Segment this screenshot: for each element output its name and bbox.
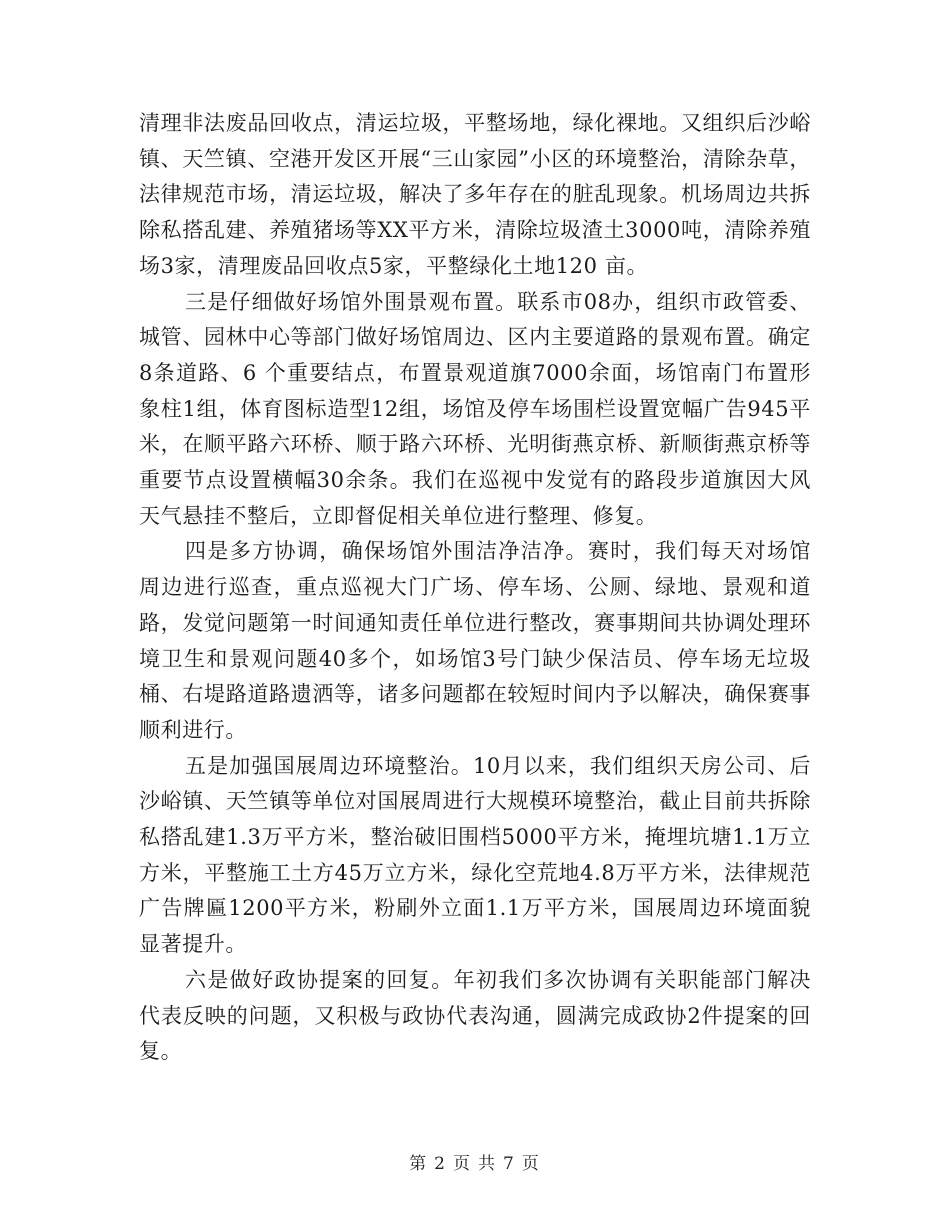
paragraph-5: 六是做好政协提案的回复。年初我们多次协调有关职能部门解决代表反映的问题，又积极与政协代表沟通，圆满完成政协2件提案的回复。 bbox=[139, 967, 811, 1064]
page-footer bbox=[0, 1149, 950, 1174]
paragraph-1: 清理非法废品回收点，清运垃圾，平整场地，绿化裸地。又组织后沙峪镇、天竺镇、空港开发区开展“三山家园”小区的环境整治，清除杂草，法律规范市场，清运垃圾，解决了多年存在的脏乱现象。机场周边共拆除私搭乱建、养殖猪场等XX平方米，清除垃圾渣土3000吨，清除养殖场3家，清理废品回收点5家，平整绿化土地120 亩。 bbox=[139, 111, 811, 278]
paragraph-3: 四是多方协调，确保场馆外围洁净洁净。赛时，我们每天对场馆周边进行巡查，重点巡视大门广场、停车场、公厕、绿地、景观和道路，发觉问题第一时间通知责任单位进行整改，赛事期间共协调处理环境卫生和景观问题40多个，如场馆3号门缺少保洁员、停车场无垃圾桶、右堤路道路遗洒等，诸多问题都在较短时间内予以解决，确保赛事顺利进行。 bbox=[139, 539, 811, 742]
paragraph-4: 五是加强国展周边环境整治。10月以来，我们组织天房公司、后沙峪镇、天竺镇等单位对国展周进行大规模环境整治，截止目前共拆除私搭乱建1.3万平方米，整治破旧围档5000平方米，掩埋坑塘1.1万立方米，平整施工土方45万立方米，绿化空荒地4.8万平方米，法律规范广告牌匾1200平方米，粉刷外立面1.1万平方米，国展周边环境面貌显著提升。 bbox=[139, 753, 811, 957]
footer-total-pages: 7 bbox=[503, 1154, 516, 1174]
paragraph-2: 三是仔细做好场馆外围景观布置。联系市08办，组织市政管委、城管、园林中心等部门做好场馆周边、区内主要道路的景观布置。确定8条道路、6 个重要结点，布置景观道旗7000余面，场馆南门布置形象柱1组，体育图标造型12组，场馆及停车场围栏设置宽幅广告945平米，在顺平路六环桥、顺于路六环桥、光明街燕京桥、新顺街燕京桥等重要节点设置横幅30余条。我们在巡视中发觉有的路段步道旗因大风天气悬挂不整后，立即督促相关单位进行整理、修复。 bbox=[139, 289, 811, 528]
footer-page-word: 页 bbox=[453, 1154, 472, 1174]
footer-page-prefix: 第 bbox=[409, 1154, 429, 1174]
document-body bbox=[139, 106, 811, 1070]
footer-current-page: 2 bbox=[434, 1154, 447, 1174]
footer-total-prefix: 共 bbox=[478, 1154, 497, 1174]
footer-total-suffix: 页 bbox=[521, 1154, 541, 1174]
